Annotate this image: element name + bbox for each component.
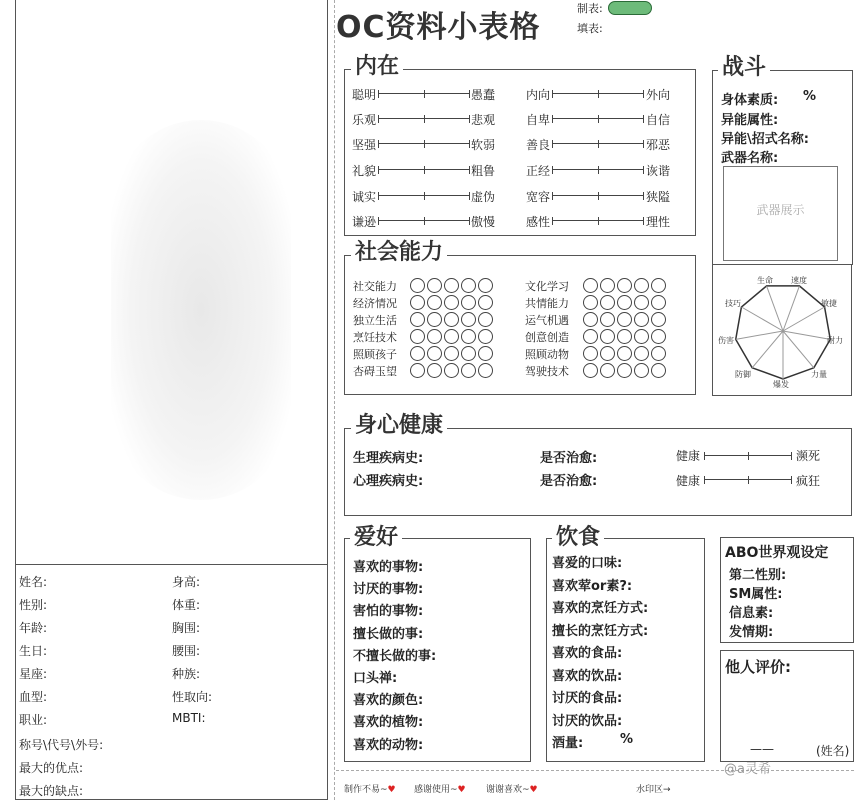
social-skill-label-right: 驾驶技术 xyxy=(525,365,569,378)
diet-title: 饮食 xyxy=(552,527,604,549)
abo-pheromone: 信息素: xyxy=(729,606,774,621)
rating-circle[interactable] xyxy=(478,278,493,293)
rating-circle[interactable] xyxy=(600,363,615,378)
rating-circle[interactable] xyxy=(600,278,615,293)
trait-right-end: 外向 xyxy=(646,88,671,102)
battle-ability: 异能属性: xyxy=(721,113,779,128)
basic-info-panel xyxy=(15,565,328,800)
info-weakness: 最大的缺点: xyxy=(19,784,84,798)
hobby-item: 擅长做的事: xyxy=(353,626,424,642)
hobby-item: 喜欢的动物: xyxy=(353,737,424,753)
social-skill-label-right: 运气机遇 xyxy=(525,314,569,327)
hobby-item: 害怕的事物: xyxy=(353,604,424,620)
rating-circle[interactable] xyxy=(444,312,459,327)
review-dash: —— xyxy=(750,742,774,756)
rating-circle[interactable] xyxy=(444,329,459,344)
trait-left-start: 诚实 xyxy=(352,190,377,204)
weapon-display-label: 武器展示 xyxy=(756,203,805,217)
trait-slider xyxy=(552,166,644,174)
abo-second-gender: 第二性别: xyxy=(729,568,787,583)
info-race: 种族: xyxy=(172,667,201,681)
rating-circle[interactable] xyxy=(461,312,476,327)
rating-circle[interactable] xyxy=(617,346,632,361)
battle-physique: 身体素质: xyxy=(721,93,779,108)
rating-circle[interactable] xyxy=(600,295,615,310)
social-skill-label-right: 文化学习 xyxy=(525,280,569,293)
page-title: OC资料小表格 xyxy=(336,10,541,45)
radar-axis xyxy=(783,307,825,331)
info-mbti: MBTI: xyxy=(172,711,206,725)
skill-rating-circles[interactable] xyxy=(410,346,493,361)
diet-item: 喜爱的口味: xyxy=(552,556,623,571)
radar-label-speed: 速度 xyxy=(791,276,807,285)
rating-circle[interactable] xyxy=(651,295,666,310)
trait-left-start: 乐观 xyxy=(352,113,377,127)
heart-icon: ♥ xyxy=(529,785,538,795)
rating-circle[interactable] xyxy=(634,346,649,361)
hobby-item: 口头禅: xyxy=(353,671,398,686)
info-zodiac: 星座: xyxy=(19,667,48,681)
rating-circle[interactable] xyxy=(478,312,493,327)
footer-note-a-text: 制作不易~ xyxy=(344,785,388,795)
rating-circle[interactable] xyxy=(478,295,493,310)
diet-item: 喜欢的食品: xyxy=(552,646,623,661)
trait-right-end: 理性 xyxy=(646,215,671,229)
rating-circle[interactable] xyxy=(583,329,598,344)
health-physical-slider xyxy=(704,452,792,460)
radar-axis xyxy=(741,307,783,331)
rating-circle[interactable] xyxy=(617,295,632,310)
rating-circle[interactable] xyxy=(461,363,476,378)
footer-divider xyxy=(336,770,854,771)
hobby-title: 爱好 xyxy=(350,527,402,549)
trait-left-start: 聪明 xyxy=(352,88,377,102)
skill-rating-circles[interactable] xyxy=(410,295,493,310)
footer-note-c xyxy=(486,782,538,795)
rating-circle[interactable] xyxy=(427,363,442,378)
skill-rating-circles[interactable] xyxy=(410,329,493,344)
rating-circle[interactable] xyxy=(478,329,493,344)
rating-circle[interactable] xyxy=(651,329,666,344)
trait-right-end: 狭隘 xyxy=(646,190,671,204)
rating-circle[interactable] xyxy=(444,346,459,361)
info-job: 职业: xyxy=(19,713,48,727)
hobby-item: 不擅长做的事: xyxy=(353,648,437,664)
radar-axis xyxy=(783,331,830,339)
rating-circle[interactable] xyxy=(427,346,442,361)
social-skill-label-left: 独立生活 xyxy=(353,314,397,327)
rating-circle[interactable] xyxy=(461,346,476,361)
trait-right-start: 宽容 xyxy=(526,190,551,204)
radar-axis xyxy=(783,286,799,331)
trait-slider xyxy=(552,90,644,98)
rating-circle[interactable] xyxy=(617,312,632,327)
trait-left-end: 粗鲁 xyxy=(471,164,496,178)
rating-circle[interactable] xyxy=(583,363,598,378)
info-title: 称号\代号\外号: xyxy=(19,738,104,752)
radar-axis xyxy=(752,331,783,368)
health-title: 身心健康 xyxy=(351,415,447,437)
radar-label-life: 生命 xyxy=(757,276,773,285)
rating-circle[interactable] xyxy=(617,329,632,344)
trait-right-start: 正经 xyxy=(526,164,551,178)
hobby-item: 讨厌的事物: xyxy=(353,582,424,598)
info-name: 姓名: xyxy=(19,575,48,589)
radar-panel xyxy=(712,264,852,396)
rating-circle[interactable] xyxy=(410,329,425,344)
trait-left-start: 坚强 xyxy=(352,138,377,152)
radar-label-damage: 伤害 xyxy=(718,336,734,345)
trait-slider xyxy=(552,217,644,225)
trait-right-start: 感性 xyxy=(526,215,551,229)
rating-circle[interactable] xyxy=(427,312,442,327)
info-gender: 性别: xyxy=(19,598,48,612)
rating-circle[interactable] xyxy=(410,295,425,310)
rating-circle[interactable] xyxy=(478,346,493,361)
radar-axis xyxy=(767,286,783,331)
rating-circle[interactable] xyxy=(617,278,632,293)
watermark-text: @a灵希 xyxy=(724,762,771,777)
rating-circle[interactable] xyxy=(583,278,598,293)
rating-circle[interactable] xyxy=(461,278,476,293)
health-mental-from: 健康 xyxy=(676,474,701,488)
skill-rating-circles[interactable] xyxy=(410,312,493,327)
social-skill-label-left: 烹饪技术 xyxy=(353,331,397,344)
radar-label-strength: 力量 xyxy=(811,370,827,379)
rating-circle[interactable] xyxy=(651,346,666,361)
skill-rating-circles[interactable] xyxy=(583,363,666,378)
trait-slider xyxy=(552,192,644,200)
diet-item: 喜欢的烹饪方式: xyxy=(552,601,649,616)
skill-rating-circles[interactable] xyxy=(583,346,666,361)
trait-right-end: 诙谐 xyxy=(646,164,671,178)
rating-circle[interactable] xyxy=(444,278,459,293)
info-height: 身高: xyxy=(172,575,201,589)
rating-circle[interactable] xyxy=(634,312,649,327)
diet-item: 讨厌的饮品: xyxy=(552,713,623,729)
battle-weapon: 武器名称: xyxy=(721,151,779,166)
radar-label-stamina: 耐力 xyxy=(827,336,843,345)
review-name: (姓名) xyxy=(816,744,850,758)
social-skill-label-left: 照顾孩子 xyxy=(353,348,397,361)
trait-left-end: 虚伪 xyxy=(471,190,496,204)
footer-note-b-text: 感谢使用~ xyxy=(414,785,458,795)
health-physical-to: 濒死 xyxy=(796,449,821,463)
trait-left-end: 悲观 xyxy=(471,113,496,127)
trait-slider xyxy=(378,192,470,200)
rating-circle[interactable] xyxy=(410,312,425,327)
info-waist: 腰围: xyxy=(172,644,201,658)
trait-slider xyxy=(378,140,470,148)
health-mental-slider xyxy=(704,476,792,484)
radar-label-defense: 防御 xyxy=(735,370,751,379)
diet-item: 喜欢荤or素?: xyxy=(552,578,633,594)
radar-label-burst: 爆发 xyxy=(773,380,789,389)
footer-watermark-area: 水印区→ xyxy=(636,785,671,795)
rating-circle[interactable] xyxy=(651,278,666,293)
filler-label: 填表: xyxy=(577,22,603,35)
health-mental: 心理疾病史: xyxy=(353,474,424,489)
rating-circle[interactable] xyxy=(583,295,598,310)
radar-chart xyxy=(713,265,853,397)
rating-circle[interactable] xyxy=(410,346,425,361)
health-physical: 生理疾病史: xyxy=(353,451,424,466)
info-blood: 血型: xyxy=(19,690,48,704)
diet-item: 喜欢的饮品: xyxy=(552,668,623,684)
review-title: 他人评价: xyxy=(725,658,791,676)
hobby-item: 喜欢的事物: xyxy=(353,560,424,575)
trait-left-start: 谦逊 xyxy=(352,215,377,229)
diet-item: 擅长的烹饪方式: xyxy=(552,623,649,639)
rating-circle[interactable] xyxy=(410,363,425,378)
rating-circle[interactable] xyxy=(634,363,649,378)
info-birthday: 生日: xyxy=(19,644,48,658)
health-mental-to: 疯狂 xyxy=(796,474,821,488)
skill-rating-circles[interactable] xyxy=(583,312,666,327)
rating-circle[interactable] xyxy=(410,278,425,293)
footer-note-a xyxy=(344,782,396,795)
radar-label-skill: 技巧 xyxy=(725,299,741,308)
trait-slider xyxy=(378,217,470,225)
rating-circle[interactable] xyxy=(651,363,666,378)
health-physical-from: 健康 xyxy=(676,449,701,463)
diet-alcohol-percent: % xyxy=(620,732,634,747)
rating-circle[interactable] xyxy=(444,295,459,310)
trait-left-end: 傲慢 xyxy=(471,215,496,229)
battle-physique-percent: % xyxy=(803,89,817,104)
rating-circle[interactable] xyxy=(427,278,442,293)
social-skill-label-right: 照顾动物 xyxy=(525,348,569,361)
trait-slider xyxy=(552,140,644,148)
trait-right-end: 邪恶 xyxy=(646,138,671,152)
social-skill-label-left: 经济情况 xyxy=(353,297,397,310)
rating-circle[interactable] xyxy=(617,363,632,378)
info-age: 年龄: xyxy=(19,621,48,635)
hobby-item: 喜欢的植物: xyxy=(353,715,424,731)
portrait-area xyxy=(15,0,328,565)
abo-estrus: 发情期: xyxy=(729,625,774,640)
social-title: 社会能力 xyxy=(351,242,447,264)
rating-circle[interactable] xyxy=(427,295,442,310)
social-skill-label-left: 杏碍玉望 xyxy=(353,365,397,378)
skill-rating-circles[interactable] xyxy=(583,329,666,344)
social-skill-label-left: 社交能力 xyxy=(353,280,397,293)
social-skill-label-right: 共情能力 xyxy=(525,297,569,310)
battle-title: 战斗 xyxy=(718,57,770,79)
heart-icon: ♥ xyxy=(457,785,466,795)
trait-left-end: 软弱 xyxy=(471,138,496,152)
rating-circle[interactable] xyxy=(600,329,615,344)
footer-note-b xyxy=(414,782,466,795)
weapon-display xyxy=(723,166,838,261)
heart-icon: ♥ xyxy=(387,785,396,795)
info-orientation: 性取向: xyxy=(172,690,213,704)
skill-rating-circles[interactable] xyxy=(583,295,666,310)
radar-label-agility: 敏捷 xyxy=(821,299,837,308)
rating-circle[interactable] xyxy=(478,363,493,378)
trait-left-start: 礼貌 xyxy=(352,164,377,178)
trait-slider xyxy=(378,90,470,98)
rating-circle[interactable] xyxy=(444,363,459,378)
footer-note-c-text: 谢谢喜欢~ xyxy=(486,785,530,795)
trait-right-start: 善良 xyxy=(526,138,551,152)
info-bust: 胸围: xyxy=(172,621,201,635)
column-divider xyxy=(334,0,335,800)
radar-axis xyxy=(736,331,783,339)
abo-title: ABO世界观设定 xyxy=(725,545,829,561)
trait-slider xyxy=(552,115,644,123)
rating-circle[interactable] xyxy=(634,329,649,344)
health-mental-cure: 是否治愈: xyxy=(540,474,598,489)
maker-badge xyxy=(608,1,652,15)
portrait-placeholder xyxy=(111,120,291,500)
trait-slider xyxy=(378,166,470,174)
rating-circle[interactable] xyxy=(427,329,442,344)
diet-item: 酒量: xyxy=(552,736,584,751)
social-skill-label-right: 创意创造 xyxy=(525,331,569,344)
maker-label: 制表: xyxy=(577,2,603,15)
rating-circle[interactable] xyxy=(600,346,615,361)
rating-circle[interactable] xyxy=(461,295,476,310)
rating-circle[interactable] xyxy=(461,329,476,344)
skill-rating-circles[interactable] xyxy=(410,363,493,378)
trait-right-start: 自卑 xyxy=(526,113,551,127)
abo-sm: SM属性: xyxy=(729,587,783,602)
skill-rating-circles[interactable] xyxy=(583,278,666,293)
diet-item: 讨厌的食品: xyxy=(552,691,623,706)
trait-left-end: 愚蠢 xyxy=(471,88,496,102)
rating-circle[interactable] xyxy=(583,346,598,361)
rating-circle[interactable] xyxy=(600,312,615,327)
hobby-item: 喜欢的颜色: xyxy=(353,693,424,709)
info-weight: 体重: xyxy=(172,598,201,612)
trait-right-start: 内向 xyxy=(526,88,551,102)
rating-circle[interactable] xyxy=(634,295,649,310)
skill-rating-circles[interactable] xyxy=(410,278,493,293)
rating-circle[interactable] xyxy=(583,312,598,327)
rating-circle[interactable] xyxy=(651,312,666,327)
trait-slider xyxy=(378,115,470,123)
health-physical-cure: 是否治愈: xyxy=(540,451,598,466)
battle-skill: 异能\招式名称: xyxy=(721,132,809,147)
radar-axis xyxy=(783,331,814,368)
trait-right-end: 自信 xyxy=(646,113,671,127)
info-strength: 最大的优点: xyxy=(19,761,84,775)
rating-circle[interactable] xyxy=(634,278,649,293)
inner-title: 内在 xyxy=(351,56,403,78)
